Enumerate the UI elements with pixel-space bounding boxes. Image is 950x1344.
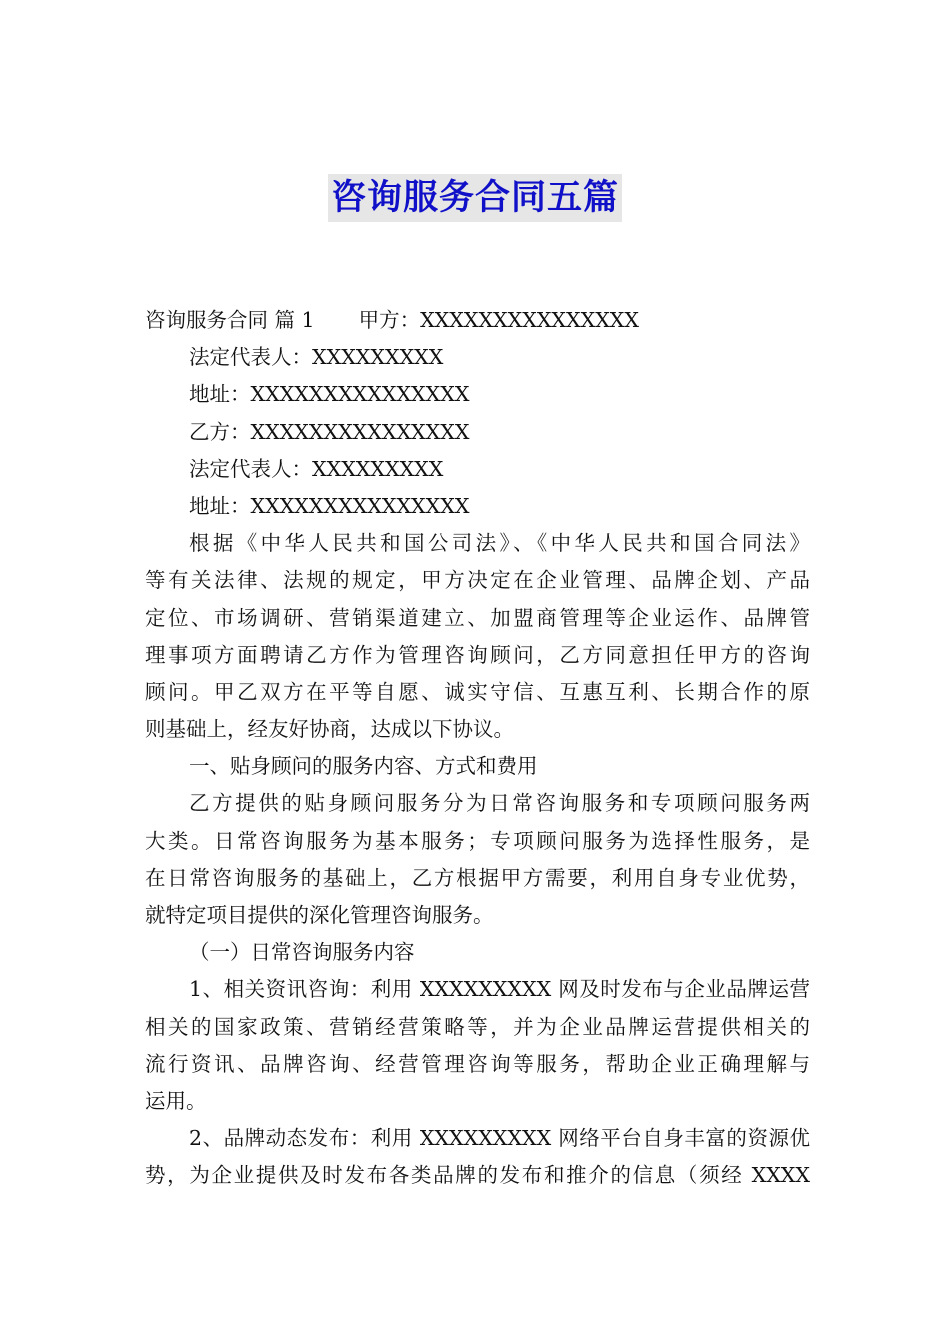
party-line: 乙方：XXXXXXXXXXXXXXX: [189, 419, 470, 444]
document-title: 咨询服务合同五篇: [328, 174, 622, 222]
subsection-heading: （一）日常咨询服务内容: [189, 940, 415, 965]
item-line: 势，为企业提供及时发布各类品牌的发布和推介的信息（须经 XXXX: [145, 1163, 810, 1188]
party-line: 法定代表人：XXXXXXXXX: [189, 456, 444, 481]
preamble-line: 定位、市场调研、营销渠道建立、加盟商管理等企业运作、品牌管: [145, 605, 810, 630]
preamble-line: 根据《中华人民共和国公司法》、《中华人民共和国合同法》: [189, 531, 810, 556]
preamble-line: 等有关法律、法规的规定，甲方决定在企业管理、品牌企划、产品: [145, 568, 810, 593]
item-line: 流行资讯、品牌咨询、经营管理咨询等服务，帮助企业正确理解与: [145, 1051, 810, 1076]
preamble-line: 顾问。甲乙双方在平等自愿、诚实守信、互惠互利、长期合作的原: [145, 679, 810, 704]
section-para-line: 大类。日常咨询服务为基本服务；专项顾问服务为选择性服务，是: [145, 828, 810, 853]
preamble-line: 则基础上，经友好协商，达成以下协议。: [145, 717, 514, 742]
item-line: 相关的国家政策、营销经营策略等，并为企业品牌运营提供相关的: [145, 1014, 810, 1039]
title-wrap: [0, 174, 950, 222]
section-heading: 一、贴身顾问的服务内容、方式和费用: [189, 754, 538, 779]
preamble-line: 理事项方面聘请乙方作为管理咨询顾问，乙方同意担任甲方的咨询: [145, 642, 810, 667]
item-line: 2、品牌动态发布：利用 XXXXXXXXX 网络平台自身丰富的资源优: [189, 1126, 810, 1151]
section-para-line: 就特定项目提供的深化管理咨询服务。: [145, 903, 494, 927]
contract-heading: 咨询服务合同 篇 1: [145, 308, 315, 332]
section-para-line: 在日常咨询服务的基础上，乙方根据甲方需要，利用自身专业优势，: [145, 865, 810, 890]
party-line: 地址：XXXXXXXXXXXXXXX: [189, 382, 470, 407]
party-a-line: 甲方：XXXXXXXXXXXXXXX: [358, 308, 639, 332]
party-line: 法定代表人：XXXXXXXXX: [189, 345, 444, 370]
intro-line: [145, 302, 810, 339]
section-para-line: 乙方提供的贴身顾问服务分为日常咨询服务和专项顾问服务两: [189, 791, 810, 816]
party-line: 地址：XXXXXXXXXXXXXXX: [189, 493, 470, 518]
item-line: 1、相关资讯咨询：利用 XXXXXXXXX 网及时发布与企业品牌运营: [189, 977, 810, 1002]
document-body: [145, 302, 810, 1195]
item-line: 运用。: [145, 1088, 207, 1113]
